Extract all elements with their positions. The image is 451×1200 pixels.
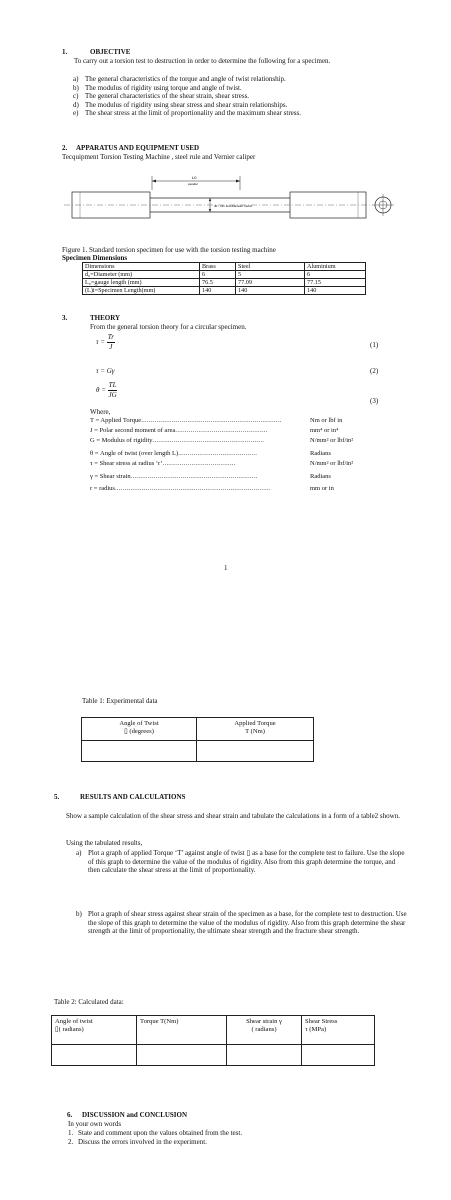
definition-row: J = Polar second moment of area................................................ mm⁴ or in⁴ (90, 427, 339, 434)
equation-1-tag: (1) (370, 341, 379, 349)
theory-number: 3. (62, 314, 68, 322)
table-cell: 77.09 (236, 279, 305, 287)
equation-3-tag: (3) (370, 397, 379, 405)
equation-2: τ = Gγ (96, 367, 115, 375)
table-cell: 76.5 (200, 279, 236, 287)
table-row (82, 741, 314, 762)
table-header-cell: Torque T(Nm) (137, 1016, 227, 1045)
theory-intro: From the general torsion theory for a circular specimen. (90, 323, 247, 331)
results-using: Using the tabulated results, (66, 839, 143, 847)
table-row (83, 287, 366, 295)
specimen-heading: Specimen Dimensions (62, 254, 128, 262)
equation-3: θ = $\frac{TL}{JG}$ (96, 381, 117, 399)
specimen-drawing (60, 168, 400, 244)
where-label: Where, (90, 408, 111, 416)
table-cell[interactable] (52, 1045, 137, 1066)
dim-label-top: L0 (192, 175, 197, 180)
table-cell: 5 (236, 271, 305, 279)
table-cell[interactable] (197, 741, 314, 762)
table-row (52, 1045, 375, 1066)
table-header-cell: Dimensions (83, 263, 200, 271)
experimental-data-table (81, 717, 314, 762)
specimen-table (82, 262, 366, 295)
equation-2-tag: (2) (370, 367, 379, 375)
discussion-number: 6. (67, 1111, 73, 1119)
table-cell[interactable] (82, 741, 197, 762)
list-item: a) Plot a graph of applied Torque ‘T’ against angle of twist ▯ as a base for the complete test to failure. Use the slope of this graph to determine the value of the modulus of rigidity. Also from this graph determine the torque, and then calculate the shear stress at the limit of proportionality. (76, 849, 405, 875)
table-cell[interactable] (302, 1045, 375, 1066)
table-row (83, 279, 366, 287)
list-item: 1. State and comment upon the values obtained from the test. (68, 1129, 243, 1137)
dim-label-sub: parallel (188, 182, 198, 186)
apparatus-number: 2. (62, 144, 68, 152)
objective-list (73, 75, 413, 118)
list-item: 2. Discuss the errors involved in the experiment. (68, 1138, 207, 1146)
calculated-data-table (51, 1015, 375, 1066)
objective-intro: To carry out a torsion test to destruction in order to determine the following for a specimen. (74, 57, 331, 65)
table1-caption: Table 1: Experimental data (82, 697, 158, 705)
list-item: e) The shear stress at the limit of proportionality and the maximum shear stress. (73, 109, 301, 118)
table-cell: 6 (305, 271, 366, 279)
table-cell: 77.15 (305, 279, 366, 287)
table-header-cell: Brass (200, 263, 236, 271)
list-item: d) The modulus of rigidity using shear stress and shear strain relationships. (73, 100, 288, 109)
objective-heading: OBJECTIVE (90, 48, 131, 56)
list-item: b) Plot a graph of shear stress against shear strain of the specimen as a base, for the complete test to destruction. Use the slope of this graph to determine the value of the modulus of rigidity. Also from this graph determine the shear strength at the limit of proportionality, the ultimate shear strength and the fracture shear strength. (76, 910, 407, 936)
table-cell[interactable] (227, 1045, 302, 1066)
table-cell: 140 (236, 287, 305, 295)
table-header-cell: Shear strain γ ( radians) (227, 1016, 302, 1045)
table-cell: (L)i=Specimen Length(mm) (83, 287, 200, 295)
table-cell: 140 (305, 287, 366, 295)
definitions-list (90, 417, 410, 495)
definition-row: G = Modulus of rigidity.......................................................... N/mm² or lbf/in² (90, 437, 354, 444)
table-cell[interactable] (137, 1045, 227, 1066)
dim-label-mid: d0 - mm test diameter metric (214, 204, 253, 208)
table-cell: d₀=Diameter (mm) (83, 271, 200, 279)
definition-row: τ = Shear stress at radius ‘r’...................................... N/mm² or lbf/in² (90, 460, 354, 467)
equation-1: τ = $\frac{Tr}{J}$ (96, 333, 114, 351)
table-header-cell: Angle of Twist ▯ (degrees) (82, 718, 197, 741)
page-number: 1 (224, 564, 228, 572)
results-number: 5. (54, 793, 60, 801)
table-header-cell: Angle of twist ▯( radians) (52, 1016, 137, 1045)
table-header-cell: Shear Stress τ (MPa) (302, 1016, 375, 1045)
table-header-cell: Aluminium (305, 263, 366, 271)
table-row (52, 1016, 375, 1045)
objective-number: 1. (62, 48, 68, 56)
apparatus-text: Tecquipment Torsion Testing Machine , steel rule and Vernier caliper (62, 153, 256, 161)
table-cell: L₀=gauge length (mm) (83, 279, 200, 287)
discussion-intro: In your own words (68, 1120, 122, 1128)
definition-row: γ = Shear strain.................................................................. Radians (90, 473, 331, 480)
figure-caption: Figure 1. Standard torsion specimen for use with the torsion testing machine (62, 246, 276, 254)
table-header-cell: Steel (236, 263, 305, 271)
table-row (83, 271, 366, 279)
table-header-cell: Applied Torque T (Nm) (197, 718, 314, 741)
apparatus-heading: APPARATUS AND EQUIPMENT USED (76, 144, 200, 152)
table-row (82, 718, 314, 741)
discussion-heading: DISCUSSION and CONCLUSION (82, 1111, 188, 1119)
table2-caption: Table 2: Calculated data: (54, 998, 124, 1006)
theory-heading: THEORY (90, 314, 121, 322)
definition-row: θ = Angle of twist (over length L)......................................... Radians (90, 450, 331, 457)
results-heading: RESULTS AND CALCULATIONS (80, 793, 186, 801)
results-intro: Show a sample calculation of the shear stress and shear strain and tabulate the calculations in a form of a table2 shown. (66, 812, 400, 820)
table-row (83, 263, 366, 271)
table-cell: 140 (200, 287, 236, 295)
list-item: a) The general characteristics of the torque and angle of twist relationship. (73, 75, 286, 83)
definition-row: T = Applied Torque......................................................................... Nm or lbf in (90, 417, 343, 424)
definition-row: r = radius................................................................................. mm or in (90, 485, 334, 492)
table-cell: 6 (200, 271, 236, 279)
list-item: b) The modulus of rigidity using torque and angle of twist. (73, 83, 242, 92)
list-item: c) The general characteristics of the shear strain, shear stress. (73, 92, 250, 101)
